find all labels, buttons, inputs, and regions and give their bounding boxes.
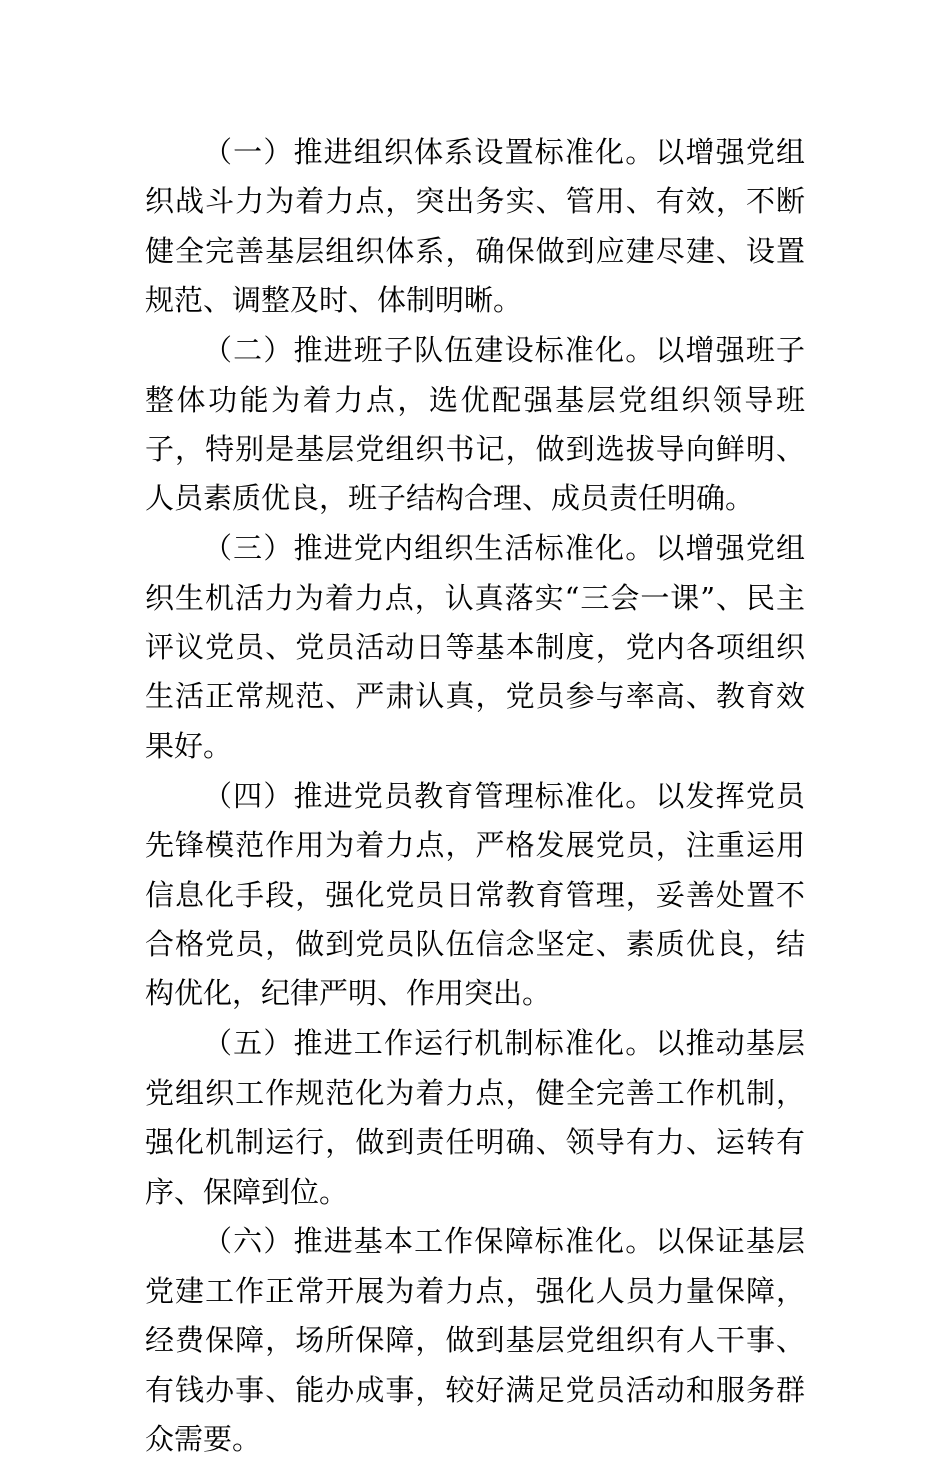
document-body (145, 128, 805, 1465)
paragraph-4: （四）推进党员教育管理标准化。以发挥党员先锋模范作用为着力点，严格发展党员，注重运用信息化手段，强化党员日常教育管理，妥善处置不合格党员，做到党员队伍信念坚定、素质优良，结构优化，纪律严明、作用突出。 (145, 778, 805, 1011)
paragraph-3: （三）推进党内组织生活标准化。以增强党组织生机活力为着力点，认真落实“三会一课”、民主评议党员、党员活动日等基本制度，党内各项组织生活正常规范、严肃认真，党员参与率高、教育效果好。 (145, 531, 805, 763)
paragraph-5: （五）推进工作运行机制标准化。以推动基层党组织工作规范化为着力点，健全完善工作机制，强化机制运行，做到责任明确、领导有力、运转有序、保障到位。 (145, 1026, 805, 1209)
paragraph-2: （二）推进班子队伍建设标准化。以增强班子整体功能为着力点，选优配强基层党组织领导班子，特别是基层党组织书记，做到选拔导向鲜明、人员素质优良，班子结构合理、成员责任明确。 (145, 333, 805, 516)
paragraph-1: （一）推进组织体系设置标准化。以增强党组织战斗力为着力点，突出务实、管用、有效，不断健全完善基层组织体系，确保做到应建尽建、设置规范、调整及时、体制明晰。 (145, 135, 805, 318)
paragraph-6: （六）推进基本工作保障标准化。以保证基层党建工作正常开展为着力点，强化人员力量保障，经费保障，场所保障，做到基层党组织有人干事、有钱办事、能办成事，较好满足党员活动和服务群众需要。 (145, 1224, 805, 1457)
